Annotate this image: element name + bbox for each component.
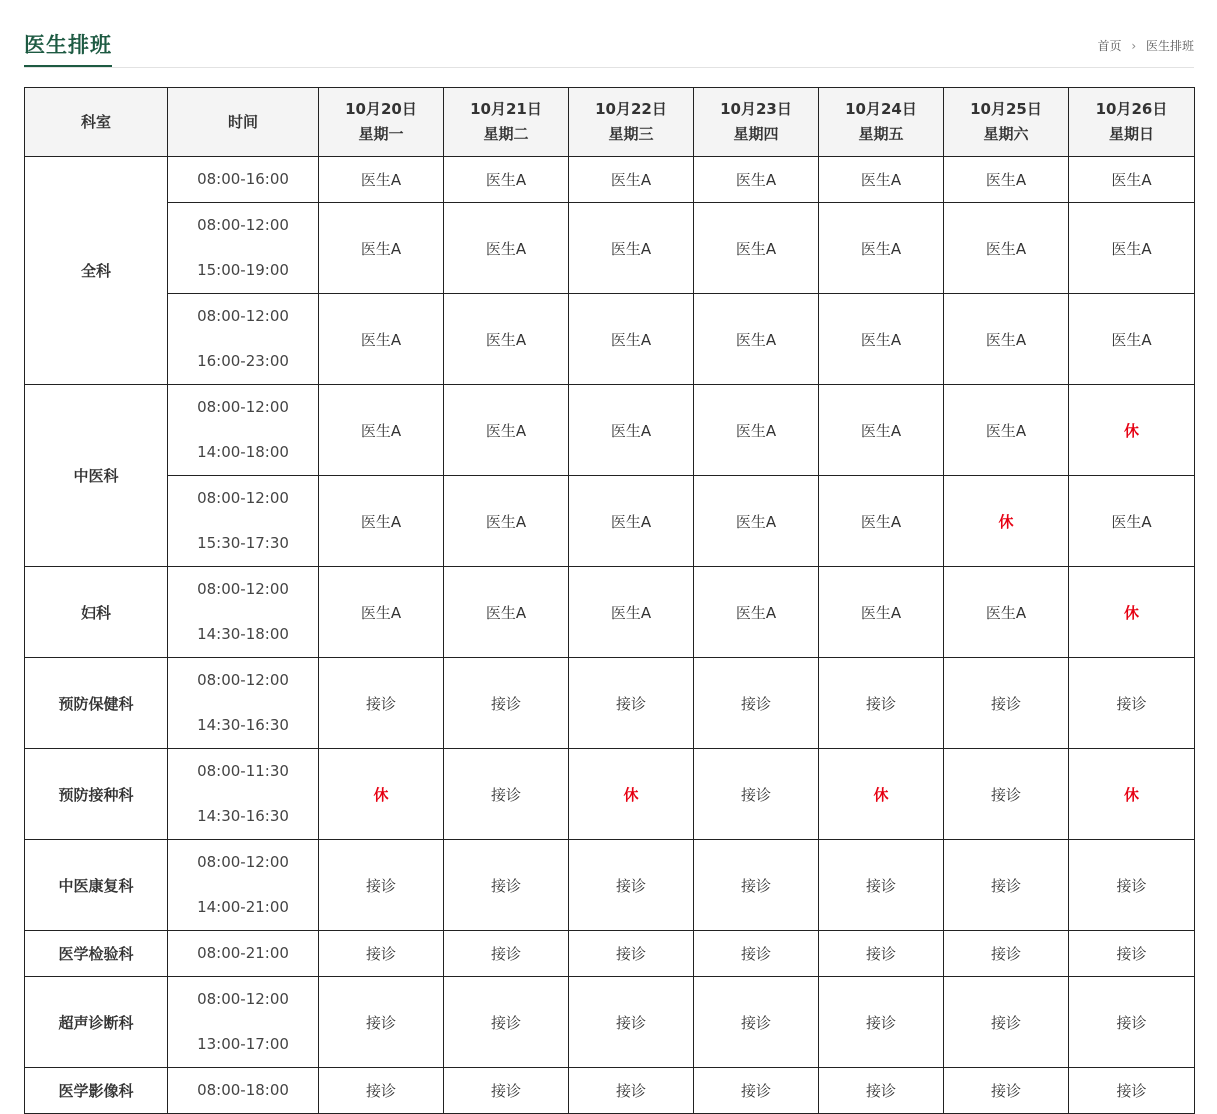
time-range: 15:00-19:00 bbox=[197, 261, 289, 279]
time-range: 13:00-17:00 bbox=[197, 1035, 289, 1053]
department-name: 医学影像科 bbox=[25, 1068, 168, 1114]
time-range: 08:00-12:00 bbox=[197, 580, 289, 598]
schedule-cell: 医生A bbox=[694, 476, 819, 567]
schedule-cell: 医生A bbox=[319, 476, 444, 567]
schedule-cell: 医生A bbox=[444, 157, 569, 203]
schedule-cell: 接诊 bbox=[1069, 1068, 1195, 1114]
schedule-cell-rest: 休 bbox=[319, 749, 444, 840]
time-range: 14:30-16:30 bbox=[197, 807, 289, 825]
schedule-cell: 医生A bbox=[569, 294, 694, 385]
schedule-cell: 医生A bbox=[319, 567, 444, 658]
time-slot bbox=[168, 840, 319, 931]
time-range: 08:00-12:00 bbox=[197, 853, 289, 871]
department-name: 全科 bbox=[25, 157, 168, 385]
table-row bbox=[25, 385, 1195, 476]
day-weekday: 星期日 bbox=[1108, 125, 1154, 143]
schedule-cell: 医生A bbox=[819, 476, 944, 567]
schedule-cell: 医生A bbox=[944, 203, 1069, 294]
schedule-cell: 接诊 bbox=[944, 931, 1069, 977]
day-date: 10月22日 bbox=[595, 100, 667, 118]
time-range: 08:00-12:00 bbox=[197, 216, 289, 234]
department-name: 妇科 bbox=[25, 567, 168, 658]
column-header-day bbox=[819, 88, 944, 157]
page-title: 医生排班 bbox=[24, 32, 112, 67]
schedule-cell: 医生A bbox=[944, 157, 1069, 203]
department-name: 中医科 bbox=[25, 385, 168, 567]
schedule-cell: 医生A bbox=[944, 567, 1069, 658]
schedule-cell: 医生A bbox=[444, 567, 569, 658]
department-name: 超声诊断科 bbox=[25, 977, 168, 1068]
schedule-cell: 接诊 bbox=[569, 931, 694, 977]
schedule-cell: 接诊 bbox=[319, 931, 444, 977]
schedule-cell: 医生A bbox=[444, 203, 569, 294]
breadcrumb bbox=[1098, 38, 1195, 54]
time-slot bbox=[168, 157, 319, 203]
schedule-cell: 接诊 bbox=[819, 1068, 944, 1114]
schedule-cell: 医生A bbox=[694, 157, 819, 203]
schedule-cell: 接诊 bbox=[444, 977, 569, 1068]
page-header bbox=[24, 26, 1194, 68]
schedule-cell: 接诊 bbox=[694, 840, 819, 931]
schedule-cell: 医生A bbox=[569, 476, 694, 567]
time-range: 15:30-17:30 bbox=[197, 534, 289, 552]
schedule-cell: 接诊 bbox=[1069, 977, 1195, 1068]
time-slot bbox=[168, 1068, 319, 1114]
time-slot bbox=[168, 385, 319, 476]
schedule-cell: 接诊 bbox=[944, 977, 1069, 1068]
schedule-cell: 医生A bbox=[569, 385, 694, 476]
time-range: 14:00-21:00 bbox=[197, 898, 289, 916]
schedule-cell: 医生A bbox=[819, 385, 944, 476]
department-name: 中医康复科 bbox=[25, 840, 168, 931]
table-row bbox=[25, 476, 1195, 567]
column-header-department: 科室 bbox=[25, 88, 168, 157]
schedule-cell: 接诊 bbox=[1069, 840, 1195, 931]
time-slot bbox=[168, 931, 319, 977]
table-row bbox=[25, 294, 1195, 385]
day-date: 10月25日 bbox=[970, 100, 1042, 118]
column-header-day bbox=[569, 88, 694, 157]
schedule-cell: 医生A bbox=[444, 294, 569, 385]
table-row bbox=[25, 567, 1195, 658]
time-range: 08:00-12:00 bbox=[197, 671, 289, 689]
time-slot bbox=[168, 203, 319, 294]
schedule-cell: 医生A bbox=[1069, 157, 1195, 203]
schedule-cell: 接诊 bbox=[444, 658, 569, 749]
table-row bbox=[25, 1068, 1195, 1114]
schedule-cell: 接诊 bbox=[319, 840, 444, 931]
schedule-cell: 医生A bbox=[569, 157, 694, 203]
schedule-cell: 医生A bbox=[319, 203, 444, 294]
time-range: 08:00-11:30 bbox=[197, 762, 289, 780]
schedule-cell: 医生A bbox=[569, 203, 694, 294]
column-header-day bbox=[944, 88, 1069, 157]
time-slot bbox=[168, 658, 319, 749]
time-range: 08:00-21:00 bbox=[197, 944, 289, 962]
schedule-cell: 医生A bbox=[819, 567, 944, 658]
schedule-cell: 接诊 bbox=[569, 977, 694, 1068]
schedule-cell: 接诊 bbox=[944, 749, 1069, 840]
table-row bbox=[25, 749, 1195, 840]
schedule-cell: 接诊 bbox=[444, 840, 569, 931]
schedule-cell: 医生A bbox=[444, 476, 569, 567]
schedule-cell: 接诊 bbox=[569, 1068, 694, 1114]
time-range: 16:00-23:00 bbox=[197, 352, 289, 370]
column-header-day bbox=[1069, 88, 1195, 157]
schedule-cell: 医生A bbox=[444, 385, 569, 476]
schedule-cell: 接诊 bbox=[944, 658, 1069, 749]
time-slot bbox=[168, 476, 319, 567]
schedule-cell-rest: 休 bbox=[1069, 749, 1195, 840]
time-slot bbox=[168, 567, 319, 658]
time-range: 14:30-16:30 bbox=[197, 716, 289, 734]
schedule-cell: 接诊 bbox=[444, 1068, 569, 1114]
table-row bbox=[25, 658, 1195, 749]
day-date: 10月26日 bbox=[1095, 100, 1168, 118]
breadcrumb-current: 医生排班 bbox=[1145, 39, 1194, 53]
schedule-cell: 医生A bbox=[1069, 294, 1195, 385]
schedule-cell: 接诊 bbox=[694, 977, 819, 1068]
department-name: 医学检验科 bbox=[25, 931, 168, 977]
schedule-cell: 医生A bbox=[694, 567, 819, 658]
column-header-day bbox=[694, 88, 819, 157]
schedule-cell: 医生A bbox=[694, 203, 819, 294]
schedule-cell: 接诊 bbox=[694, 1068, 819, 1114]
schedule-body bbox=[25, 157, 1195, 1114]
breadcrumb-home-link[interactable]: 首页 bbox=[1097, 39, 1122, 53]
day-weekday: 星期六 bbox=[983, 125, 1029, 143]
time-range: 08:00-12:00 bbox=[197, 489, 289, 507]
schedule-cell: 接诊 bbox=[569, 840, 694, 931]
schedule-cell: 接诊 bbox=[569, 658, 694, 749]
schedule-cell: 医生A bbox=[819, 294, 944, 385]
schedule-cell: 医生A bbox=[319, 157, 444, 203]
schedule-cell: 接诊 bbox=[1069, 931, 1195, 977]
schedule-cell: 医生A bbox=[819, 157, 944, 203]
table-header-row bbox=[25, 88, 1195, 157]
column-header-day bbox=[444, 88, 569, 157]
schedule-cell: 接诊 bbox=[944, 840, 1069, 931]
schedule-cell: 接诊 bbox=[319, 1068, 444, 1114]
schedule-cell: 接诊 bbox=[444, 931, 569, 977]
chevron-right-icon: › bbox=[1131, 39, 1137, 53]
day-date: 10月23日 bbox=[720, 100, 792, 118]
schedule-cell: 医生A bbox=[1069, 476, 1195, 567]
day-weekday: 星期二 bbox=[483, 125, 529, 143]
column-header-time: 时间 bbox=[168, 88, 319, 157]
schedule-cell: 接诊 bbox=[319, 977, 444, 1068]
schedule-cell: 接诊 bbox=[819, 977, 944, 1068]
schedule-cell-rest: 休 bbox=[944, 476, 1069, 567]
day-weekday: 星期三 bbox=[608, 125, 654, 143]
schedule-cell: 医生A bbox=[1069, 203, 1195, 294]
schedule-cell: 医生A bbox=[694, 385, 819, 476]
schedule-cell: 医生A bbox=[319, 385, 444, 476]
schedule-cell-rest: 休 bbox=[819, 749, 944, 840]
schedule-cell: 接诊 bbox=[1069, 658, 1195, 749]
day-weekday: 星期五 bbox=[858, 125, 904, 143]
schedule-cell: 接诊 bbox=[444, 749, 569, 840]
schedule-cell: 接诊 bbox=[819, 658, 944, 749]
time-slot bbox=[168, 977, 319, 1068]
schedule-cell: 医生A bbox=[319, 294, 444, 385]
schedule-cell: 接诊 bbox=[819, 931, 944, 977]
day-date: 10月24日 bbox=[845, 100, 917, 118]
schedule-cell-rest: 休 bbox=[1069, 385, 1195, 476]
column-header-day bbox=[319, 88, 444, 157]
day-date: 10月20日 bbox=[345, 100, 417, 118]
table-row bbox=[25, 977, 1195, 1068]
schedule-cell: 接诊 bbox=[694, 749, 819, 840]
time-range: 08:00-12:00 bbox=[197, 990, 289, 1008]
time-range: 08:00-12:00 bbox=[197, 307, 289, 325]
schedule-cell: 医生A bbox=[819, 203, 944, 294]
day-weekday: 星期四 bbox=[733, 125, 779, 143]
table-row bbox=[25, 931, 1195, 977]
time-range: 14:30-18:00 bbox=[197, 625, 289, 643]
time-range: 08:00-16:00 bbox=[197, 170, 289, 188]
day-date: 10月21日 bbox=[470, 100, 542, 118]
table-row bbox=[25, 203, 1195, 294]
schedule-cell-rest: 休 bbox=[1069, 567, 1195, 658]
time-range: 08:00-18:00 bbox=[197, 1081, 289, 1099]
day-weekday: 星期一 bbox=[358, 125, 404, 143]
schedule-cell: 医生A bbox=[944, 294, 1069, 385]
schedule-cell: 医生A bbox=[694, 294, 819, 385]
schedule-table bbox=[24, 87, 1195, 1114]
department-name: 预防接种科 bbox=[25, 749, 168, 840]
schedule-cell: 医生A bbox=[944, 385, 1069, 476]
schedule-cell: 接诊 bbox=[694, 658, 819, 749]
department-name: 预防保健科 bbox=[25, 658, 168, 749]
schedule-cell: 接诊 bbox=[694, 931, 819, 977]
time-slot bbox=[168, 294, 319, 385]
schedule-cell: 接诊 bbox=[944, 1068, 1069, 1114]
schedule-cell: 接诊 bbox=[819, 840, 944, 931]
schedule-cell: 接诊 bbox=[319, 658, 444, 749]
time-range: 08:00-12:00 bbox=[197, 398, 289, 416]
schedule-cell-rest: 休 bbox=[569, 749, 694, 840]
time-slot bbox=[168, 749, 319, 840]
schedule-cell: 医生A bbox=[569, 567, 694, 658]
time-range: 14:00-18:00 bbox=[197, 443, 289, 461]
table-row bbox=[25, 840, 1195, 931]
table-row bbox=[25, 157, 1195, 203]
